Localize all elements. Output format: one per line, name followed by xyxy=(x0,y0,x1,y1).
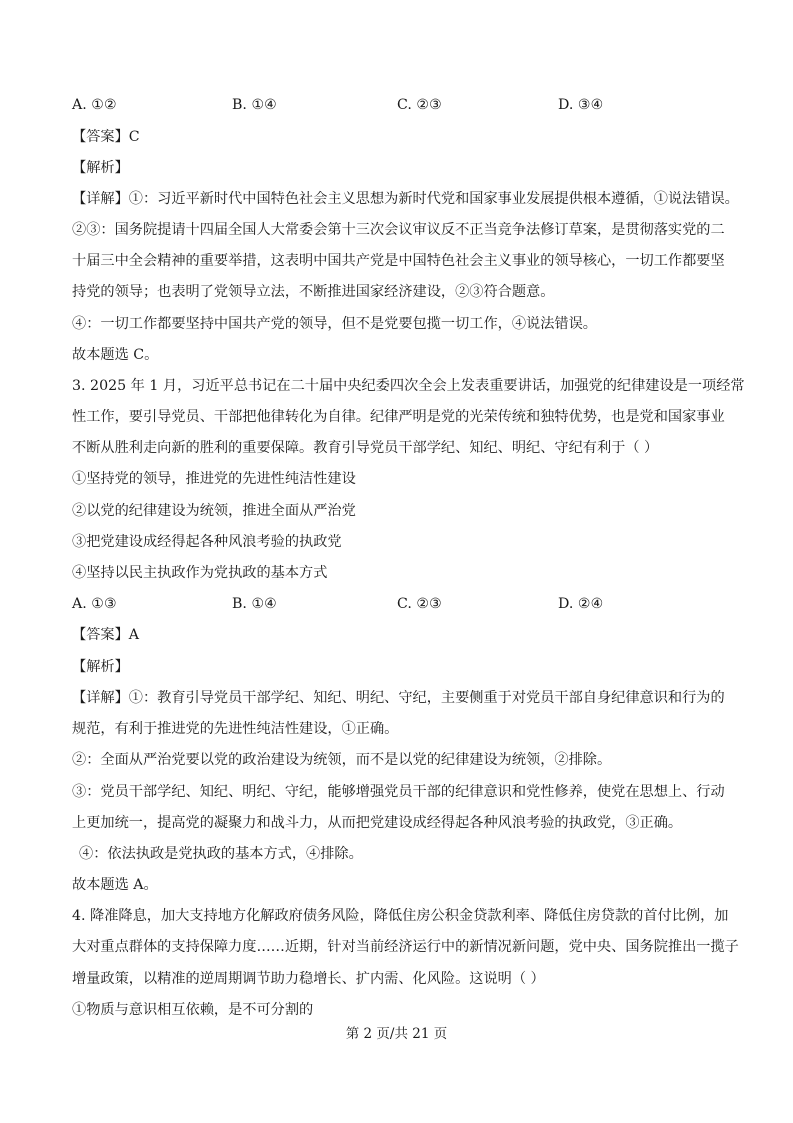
q3-choice: ③把党建设成经得起各种风浪考验的执政党 xyxy=(72,534,342,550)
q2-option-d: D. ③④ xyxy=(558,97,604,113)
q2-analysis-line: 【详解】①：习近平新时代中国特色社会主义思想为新时代党和国家事业发展提供根本遵循，①说法错误。 xyxy=(72,191,739,207)
q3-analysis-line: ④：依法执政是党执政的基本方式，④排除。 xyxy=(79,846,363,862)
q3-analysis-line: 上更加统一，提高党的凝聚力和战斗力，从而把党建设成经得起各种风浪考验的执政党，③正确。 xyxy=(72,815,683,831)
q3-stem-line: 3. 2025 年 1 月，习近平总书记在二十届中央纪委四次全会上发表重要讲话，加强党的纪律建设是一项经常 xyxy=(72,378,745,394)
q2-option-c: C. ②③ xyxy=(397,97,442,113)
q2-analysis-line: 十届三中全会精神的重要举措，这表明中国共产党是中国特色社会主义事业的领导核心，一切工作都要坚 xyxy=(72,253,725,269)
q2-analysis-line: ④：一切工作都要坚持中国共产党的领导，但不是党要包揽一切工作，④说法错误。 xyxy=(72,316,597,332)
q3-stem-line: 不断从胜利走向新的胜利的重要保障。教育引导党员干部学纪、知纪、明纪、守纪有利于（ ） xyxy=(72,440,659,456)
q3-choice: ④坚持以民主执政作为党执政的基本方式 xyxy=(72,565,328,581)
q3-option-b: B. ①④ xyxy=(232,596,277,612)
q2-option-b: B. ①④ xyxy=(232,97,277,113)
q4-stem-line: 4. 降准降息，加大支持地方化解政府债务风险，降低住房公积金贷款利率、降低住房贷款的首付比例，加 xyxy=(72,908,729,924)
q3-analysis-line: ②：全面从严治党要以党的政治建设为统领，而不是以党的纪律建设为统领，②排除。 xyxy=(72,752,612,768)
q3-analysis-line: ③：党员干部学纪、知纪、明纪、守纪，能够增强党员干部的纪律意识和党性修养，使党在思想上、行动 xyxy=(72,784,725,800)
q3-choice: ①坚持党的领导，推进党的先进性纯洁性建设 xyxy=(72,471,356,487)
q2-option-a: A. ①② xyxy=(72,97,117,113)
q3-option-a: A. ①③ xyxy=(72,596,117,612)
q3-analysis-line: 【详解】①：教育引导党员干部学纪、知纪、明纪、守纪，主要侧重于对党员干部自身纪律意识和行为的 xyxy=(72,690,725,706)
q3-stem-line: 性工作，要引导党员、干部把他律转化为自律。纪律严明是党的光荣传统和独特优势，也是党和国家事业 xyxy=(72,409,725,425)
q3-option-c: C. ②③ xyxy=(397,596,442,612)
q4-choice: ①物质与意识相互依赖，是不可分割的 xyxy=(72,1002,314,1018)
q4-stem-line: 大对重点群体的支持保障力度……近期，针对当前经济运行中的新情况新问题，党中央、国务院推出一揽子 xyxy=(72,939,739,955)
q2-analysis-line: ②③：国务院提请十四届全国人大常委会第十三次会议审议反不正当竞争法修订草案，是贯彻落实党的二 xyxy=(72,222,725,238)
q3-option-d: D. ②④ xyxy=(558,596,604,612)
q2-conclusion: 故本题选 C。 xyxy=(72,347,159,363)
q4-stem-line: 增量政策，以精准的逆周期调节助力稳增长、扩内需、化风险。这说明（ ） xyxy=(72,971,545,987)
q2-analysis-label: 【解析】 xyxy=(72,160,129,176)
q3-choice: ②以党的纪律建设为统领，推进全面从严治党 xyxy=(72,503,356,519)
q3-analysis-label: 【解析】 xyxy=(72,659,129,675)
q2-options xyxy=(72,95,712,115)
q3-answer: 【答案】A xyxy=(72,627,139,643)
q2-answer: 【答案】C xyxy=(72,129,140,145)
q3-conclusion: 故本题选 A。 xyxy=(72,877,158,893)
q3-options xyxy=(72,594,712,614)
q2-analysis-line: 持党的领导；也表明了党领导立法，不断推进国家经济建设，②③符合题意。 xyxy=(72,284,555,300)
q3-analysis-line: 规范，有利于推进党的先进性纯洁性建设，①正确。 xyxy=(72,721,399,737)
page-number: 第 2 页/共 21 页 xyxy=(345,1026,448,1042)
